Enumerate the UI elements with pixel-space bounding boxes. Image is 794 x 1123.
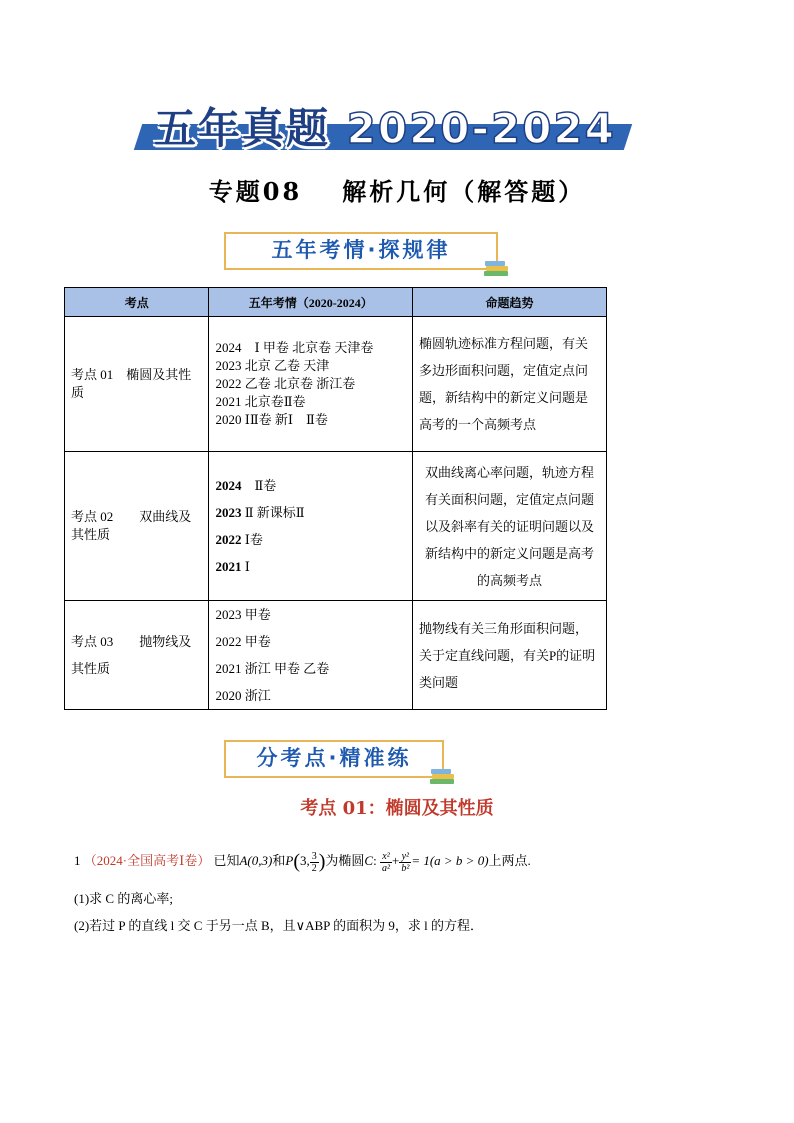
trend-cell: 抛物线有关三角形面积问题，关于定直线问题，有关P的证明类问题 [412,601,606,710]
year-line: 2024 Ⅱ卷 [215,478,277,493]
books-icon [430,766,456,784]
year-line: 2022 Ⅰ卷 [215,532,263,547]
math-point-a: A(0,3) [239,853,273,868]
books-icon [484,258,510,276]
document-title [0,172,794,207]
header-point: 考点 [65,288,209,317]
question-text: 为椭圆 [325,853,365,868]
point-cell: 考点 01 椭圆及其性质 [65,317,209,452]
table-row [65,601,607,710]
year-line: 2022 甲卷 [215,634,271,649]
question-text: 上两点. [488,853,531,868]
year-line: 2021 浙江 甲卷 乙卷 [215,661,330,676]
table-row [65,317,607,452]
year-line: 2023 甲卷 [215,607,271,622]
question-source: （2024·全国高考Ⅰ卷） [83,853,211,868]
year-line: 2021 Ⅰ [215,559,250,574]
year-line: 2022 乙卷 北京卷 浙江卷 [215,376,356,391]
question-part-1: (1)求 C 的离心率; [74,891,173,906]
year-line: 2020 浙江 [215,688,271,703]
knowledge-point-title: 考点 01：椭圆及其性质 [300,798,494,819]
header-years: 五年考情（2020-2024） [209,288,413,317]
question-number: 1 [74,853,81,868]
point-cell: 考点 02 双曲线及其性质 [65,452,209,601]
year-line: 2024 Ⅰ 甲卷 北京卷 天津卷 [215,340,374,355]
math-fraction: $\frac{\text{x²}}{\text{a²}}$ [381,850,390,874]
point-cell: 考点 03 抛物线及其性质 [65,601,209,710]
math-fraction: $\frac{\text{y²}}{\text{b²}}$ [401,850,410,874]
math-curve: C [364,853,374,868]
trend-cell: 双曲线离心率问题，轨迹方程有关面积问题，定值定点问题以及斜率有关的证明问题以及新结构中的新定义问题是高考的高频考点 [412,452,606,601]
title-part1: 专题08 [208,177,303,206]
banner-prefix: 五年真题 [154,104,331,153]
math-equation: = 1(a > b > 0) [411,853,489,868]
banner-years: 2020-2024 [346,104,616,153]
question-text: 已知 [213,853,240,868]
question-1: 1 （2024·全国高考Ⅰ卷） 已知A(0,3)和P(3, $\frac{3}{2}$ )为椭圆C: $\frac{\text{x²}}{\text{a²}}$ + $\frac{\text{y²}}{\text{b²}}$ = 1(a > b > 0)上两点. [74,850,531,874]
year-line: 2023 Ⅱ 新课标Ⅱ [215,505,305,520]
math-px: 3, [299,853,310,868]
banner-title [154,96,616,156]
year-line: 2021 北京卷Ⅱ卷 [215,394,306,409]
title-part2: 解析几何（解答题） [342,177,586,206]
section-label-trends [224,232,498,270]
trend-cell: 椭圆轨迹标准方程问题，有关多边形面积问题，定值定点问题，新结构中的新定义问题是高考的一个高频考点 [412,317,606,452]
question-part-2: (2)若过 P 的直线 l 交 C 于另一点 B，且∨ABP 的面积为 9，求 l 的方程． [74,918,484,933]
question-text: 和 [272,853,286,868]
header-trend: 命题趋势 [412,288,606,317]
math-point-p: P [285,853,294,868]
header-banner [130,96,630,154]
years-cell [209,601,413,710]
table-row [65,452,607,601]
exam-trend-table [64,287,607,710]
years-cell [209,317,413,452]
math-fraction: $\frac{3}{2}$ [311,850,317,874]
year-line: 2023 北京 乙卷 天津 [215,358,330,373]
section-label-trends-text: 五年考情·探规律 [271,238,451,262]
year-line: 2020 ⅠⅡ卷 新Ⅰ Ⅱ卷 [215,412,328,427]
table-header-row [65,288,607,317]
section-label-practice-text: 分考点·精准练 [256,746,412,770]
years-cell [209,452,413,601]
section-label-practice [224,740,444,778]
